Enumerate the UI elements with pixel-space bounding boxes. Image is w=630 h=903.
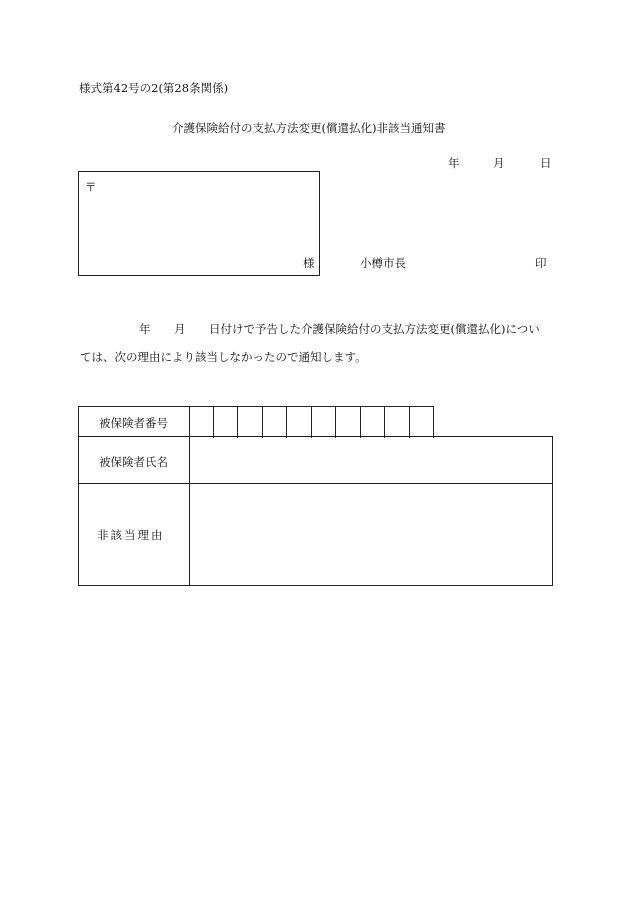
digit-cell[interactable] <box>287 407 312 438</box>
digit-cell[interactable] <box>336 407 361 438</box>
digit-cell[interactable] <box>312 407 337 438</box>
digit-cell[interactable] <box>385 407 410 438</box>
body-month: 月 <box>174 322 186 336</box>
body-line2: ては、次の理由により該当しなかったので通知します。 <box>80 350 367 364</box>
document-title: 介護保険給付の支払方法変更(償還払化)非該当通知書 <box>172 121 446 135</box>
date-day: 日 <box>540 156 552 170</box>
seal-mark: 印 <box>535 256 547 270</box>
form-number: 様式第42号の2(第28条関係) <box>79 81 229 95</box>
body-line1: 日付けで予告した介護保険給付の支払方法変更(償還払化)につい <box>209 322 540 336</box>
digit-cell[interactable] <box>361 407 386 438</box>
body-year: 年 <box>139 322 151 336</box>
honorific-sama: 様 <box>303 256 315 270</box>
digit-cell[interactable] <box>214 407 239 438</box>
postal-mark: 〒 <box>85 180 97 194</box>
digit-cell[interactable] <box>189 407 214 438</box>
digit-cell[interactable] <box>238 407 263 438</box>
address-box <box>78 171 320 276</box>
reason-label: 非該当理由 <box>97 528 165 542</box>
insured-name-label-cell <box>78 436 190 484</box>
insured-number-label-cell <box>78 406 190 437</box>
insured-name-field[interactable] <box>189 436 553 484</box>
reason-label-cell <box>78 483 190 586</box>
digit-cell[interactable] <box>263 407 288 438</box>
issuer-name: 小樽市長 <box>360 256 406 270</box>
insured-number-field[interactable] <box>189 406 434 437</box>
insured-number-label: 被保険者番号 <box>99 416 168 430</box>
date-year: 年 <box>448 156 460 170</box>
reason-field[interactable] <box>189 483 553 586</box>
insured-name-label: 被保険者氏名 <box>99 455 168 469</box>
date-month: 月 <box>493 156 505 170</box>
digit-cell[interactable] <box>410 407 435 438</box>
